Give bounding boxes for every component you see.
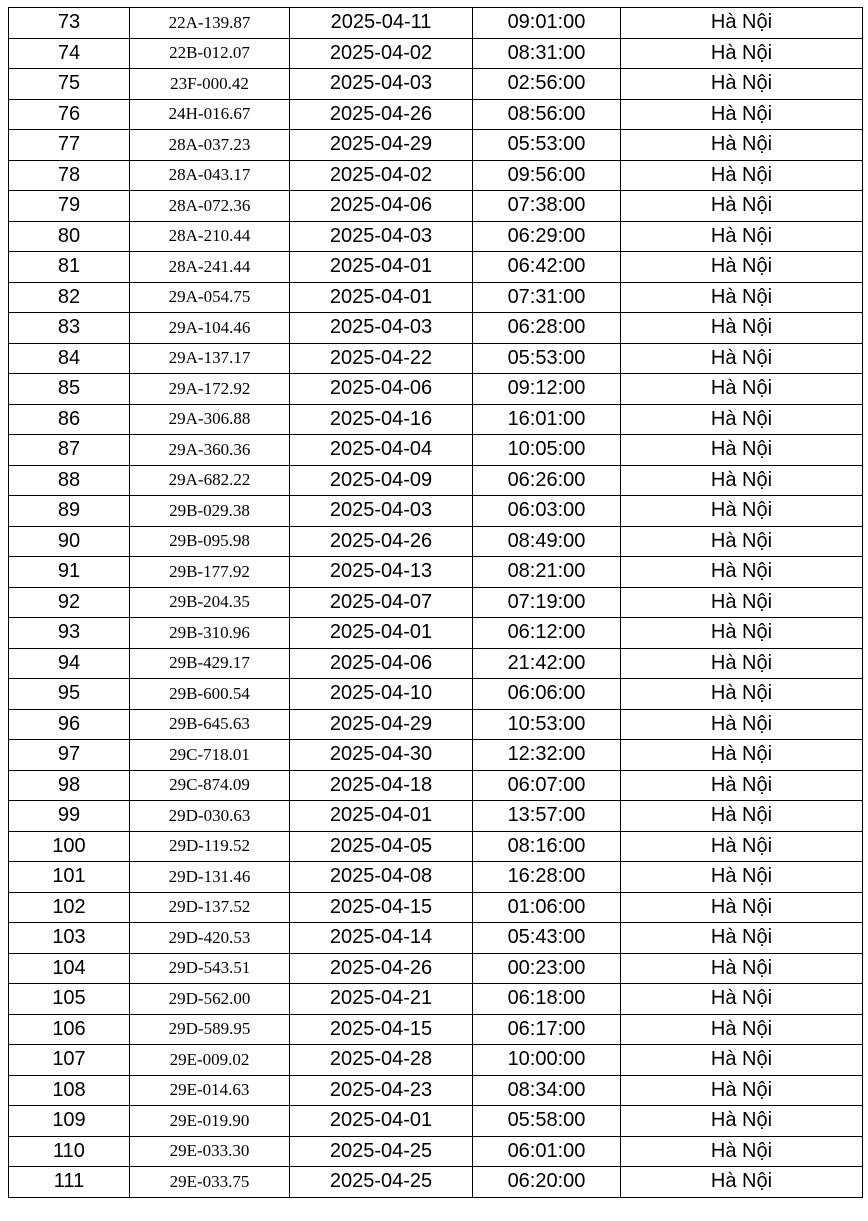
violation-time: 06:29:00 <box>473 221 621 252</box>
row-number: 73 <box>9 8 130 39</box>
license-plate: 29B-029.38 <box>130 496 290 527</box>
row-number: 95 <box>9 679 130 710</box>
location: Hà Nội <box>621 587 863 618</box>
location: Hà Nội <box>621 618 863 649</box>
table-row <box>9 587 863 618</box>
row-number: 100 <box>9 831 130 862</box>
violation-date: 2025-04-01 <box>290 801 473 832</box>
violation-date: 2025-04-22 <box>290 343 473 374</box>
row-number: 103 <box>9 923 130 954</box>
violation-time: 09:56:00 <box>473 160 621 191</box>
violation-time: 06:28:00 <box>473 313 621 344</box>
row-number: 74 <box>9 38 130 69</box>
row-number: 83 <box>9 313 130 344</box>
license-plate: 29E-033.30 <box>130 1136 290 1167</box>
table-row <box>9 953 863 984</box>
license-plate: 29B-177.92 <box>130 557 290 588</box>
license-plate: 29D-420.53 <box>130 923 290 954</box>
violation-date: 2025-04-09 <box>290 465 473 496</box>
row-number: 92 <box>9 587 130 618</box>
row-number: 104 <box>9 953 130 984</box>
license-plate: 29A-306.88 <box>130 404 290 435</box>
license-plate: 29B-095.98 <box>130 526 290 557</box>
license-plate: 29E-033.75 <box>130 1167 290 1198</box>
location: Hà Nội <box>621 801 863 832</box>
violation-date: 2025-04-15 <box>290 892 473 923</box>
violation-time: 06:12:00 <box>473 618 621 649</box>
row-number: 96 <box>9 709 130 740</box>
license-plate: 29E-014.63 <box>130 1075 290 1106</box>
location: Hà Nội <box>621 648 863 679</box>
table-row <box>9 770 863 801</box>
license-plate: 29A-104.46 <box>130 313 290 344</box>
violation-time: 06:06:00 <box>473 679 621 710</box>
row-number: 105 <box>9 984 130 1015</box>
violations-table <box>8 7 863 1198</box>
violation-date: 2025-04-04 <box>290 435 473 466</box>
violation-date: 2025-04-01 <box>290 282 473 313</box>
location: Hà Nội <box>621 465 863 496</box>
violation-date: 2025-04-18 <box>290 770 473 801</box>
license-plate: 22A-139.87 <box>130 8 290 39</box>
table-row <box>9 435 863 466</box>
location: Hà Nội <box>621 526 863 557</box>
table-body <box>9 8 863 1198</box>
location: Hà Nội <box>621 252 863 283</box>
row-number: 98 <box>9 770 130 801</box>
row-number: 102 <box>9 892 130 923</box>
row-number: 80 <box>9 221 130 252</box>
violation-date: 2025-04-03 <box>290 69 473 100</box>
location: Hà Nội <box>621 160 863 191</box>
location: Hà Nội <box>621 1106 863 1137</box>
violation-date: 2025-04-30 <box>290 740 473 771</box>
violation-date: 2025-04-13 <box>290 557 473 588</box>
violation-time: 08:56:00 <box>473 99 621 130</box>
table-row <box>9 862 863 893</box>
violation-date: 2025-04-01 <box>290 618 473 649</box>
violation-date: 2025-04-06 <box>290 648 473 679</box>
violation-time: 05:53:00 <box>473 343 621 374</box>
violation-date: 2025-04-02 <box>290 38 473 69</box>
license-plate: 28A-210.44 <box>130 221 290 252</box>
table-row <box>9 69 863 100</box>
location: Hà Nội <box>621 709 863 740</box>
row-number: 111 <box>9 1167 130 1198</box>
row-number: 109 <box>9 1106 130 1137</box>
violation-time: 07:19:00 <box>473 587 621 618</box>
table-row <box>9 984 863 1015</box>
location: Hà Nội <box>621 343 863 374</box>
table-row <box>9 618 863 649</box>
violation-date: 2025-04-01 <box>290 1106 473 1137</box>
violation-time: 12:32:00 <box>473 740 621 771</box>
violation-date: 2025-04-21 <box>290 984 473 1015</box>
table-row <box>9 648 863 679</box>
license-plate: 29B-310.96 <box>130 618 290 649</box>
violation-time: 05:43:00 <box>473 923 621 954</box>
row-number: 99 <box>9 801 130 832</box>
violation-date: 2025-04-26 <box>290 99 473 130</box>
location: Hà Nội <box>621 1045 863 1076</box>
license-plate: 29A-054.75 <box>130 282 290 313</box>
violation-time: 06:20:00 <box>473 1167 621 1198</box>
violation-date: 2025-04-15 <box>290 1014 473 1045</box>
table-row <box>9 1106 863 1137</box>
row-number: 78 <box>9 160 130 191</box>
violation-time: 06:18:00 <box>473 984 621 1015</box>
row-number: 90 <box>9 526 130 557</box>
violation-time: 06:01:00 <box>473 1136 621 1167</box>
location: Hà Nội <box>621 69 863 100</box>
violation-time: 10:05:00 <box>473 435 621 466</box>
violation-time: 08:34:00 <box>473 1075 621 1106</box>
row-number: 108 <box>9 1075 130 1106</box>
license-plate: 29D-137.52 <box>130 892 290 923</box>
violation-date: 2025-04-03 <box>290 496 473 527</box>
table-row <box>9 404 863 435</box>
violation-date: 2025-04-25 <box>290 1167 473 1198</box>
violation-date: 2025-04-03 <box>290 221 473 252</box>
license-plate: 29D-119.52 <box>130 831 290 862</box>
location: Hà Nội <box>621 862 863 893</box>
violation-time: 09:01:00 <box>473 8 621 39</box>
table-row <box>9 496 863 527</box>
row-number: 84 <box>9 343 130 374</box>
row-number: 87 <box>9 435 130 466</box>
table-row <box>9 1014 863 1045</box>
location: Hà Nội <box>621 130 863 161</box>
row-number: 75 <box>9 69 130 100</box>
table-row <box>9 130 863 161</box>
violation-date: 2025-04-29 <box>290 709 473 740</box>
table-row <box>9 709 863 740</box>
license-plate: 24H-016.67 <box>130 99 290 130</box>
violation-date: 2025-04-26 <box>290 526 473 557</box>
location: Hà Nội <box>621 404 863 435</box>
row-number: 79 <box>9 191 130 222</box>
violation-date: 2025-04-23 <box>290 1075 473 1106</box>
violation-date: 2025-04-14 <box>290 923 473 954</box>
table-row <box>9 526 863 557</box>
violation-date: 2025-04-11 <box>290 8 473 39</box>
location: Hà Nội <box>621 557 863 588</box>
license-plate: 29C-718.01 <box>130 740 290 771</box>
license-plate: 29A-172.92 <box>130 374 290 405</box>
license-plate: 29D-030.63 <box>130 801 290 832</box>
license-plate: 29A-137.17 <box>130 343 290 374</box>
row-number: 91 <box>9 557 130 588</box>
location: Hà Nội <box>621 191 863 222</box>
violation-time: 08:31:00 <box>473 38 621 69</box>
location: Hà Nội <box>621 374 863 405</box>
violation-date: 2025-04-05 <box>290 831 473 862</box>
location: Hà Nội <box>621 8 863 39</box>
table-row <box>9 1167 863 1198</box>
table-row <box>9 923 863 954</box>
violation-time: 16:01:00 <box>473 404 621 435</box>
row-number: 85 <box>9 374 130 405</box>
violation-time: 07:38:00 <box>473 191 621 222</box>
table-row <box>9 99 863 130</box>
table-row <box>9 892 863 923</box>
location: Hà Nội <box>621 1014 863 1045</box>
location: Hà Nội <box>621 282 863 313</box>
violation-time: 01:06:00 <box>473 892 621 923</box>
license-plate: 29D-131.46 <box>130 862 290 893</box>
table-row <box>9 8 863 39</box>
violation-time: 05:53:00 <box>473 130 621 161</box>
row-number: 76 <box>9 99 130 130</box>
table-row <box>9 679 863 710</box>
location: Hà Nội <box>621 892 863 923</box>
license-plate: 28A-072.36 <box>130 191 290 222</box>
license-plate: 22B-012.07 <box>130 38 290 69</box>
license-plate: 29A-682.22 <box>130 465 290 496</box>
violation-time: 06:17:00 <box>473 1014 621 1045</box>
table-row <box>9 557 863 588</box>
license-plate: 29B-429.17 <box>130 648 290 679</box>
table-row <box>9 801 863 832</box>
table-row <box>9 313 863 344</box>
location: Hà Nội <box>621 1167 863 1198</box>
violation-date: 2025-04-01 <box>290 252 473 283</box>
license-plate: 29E-009.02 <box>130 1045 290 1076</box>
location: Hà Nội <box>621 313 863 344</box>
license-plate: 29B-600.54 <box>130 679 290 710</box>
violation-time: 10:53:00 <box>473 709 621 740</box>
location: Hà Nội <box>621 1075 863 1106</box>
location: Hà Nội <box>621 953 863 984</box>
table-row <box>9 465 863 496</box>
row-number: 106 <box>9 1014 130 1045</box>
row-number: 97 <box>9 740 130 771</box>
location: Hà Nội <box>621 38 863 69</box>
violation-date: 2025-04-28 <box>290 1045 473 1076</box>
violation-time: 10:00:00 <box>473 1045 621 1076</box>
violation-time: 16:28:00 <box>473 862 621 893</box>
license-plate: 29A-360.36 <box>130 435 290 466</box>
violation-date: 2025-04-26 <box>290 953 473 984</box>
row-number: 86 <box>9 404 130 435</box>
table-row <box>9 160 863 191</box>
violation-time: 06:42:00 <box>473 252 621 283</box>
row-number: 77 <box>9 130 130 161</box>
violation-date: 2025-04-10 <box>290 679 473 710</box>
table-row <box>9 191 863 222</box>
violation-time: 05:58:00 <box>473 1106 621 1137</box>
location: Hà Nội <box>621 99 863 130</box>
license-plate: 28A-241.44 <box>130 252 290 283</box>
violation-date: 2025-04-03 <box>290 313 473 344</box>
license-plate: 29B-204.35 <box>130 587 290 618</box>
license-plate: 29D-589.95 <box>130 1014 290 1045</box>
table-row <box>9 38 863 69</box>
violation-date: 2025-04-07 <box>290 587 473 618</box>
location: Hà Nội <box>621 770 863 801</box>
location: Hà Nội <box>621 740 863 771</box>
row-number: 107 <box>9 1045 130 1076</box>
violation-date: 2025-04-25 <box>290 1136 473 1167</box>
violation-date: 2025-04-06 <box>290 374 473 405</box>
table-row <box>9 1045 863 1076</box>
violation-time: 08:16:00 <box>473 831 621 862</box>
table-row <box>9 1136 863 1167</box>
license-plate: 28A-037.23 <box>130 130 290 161</box>
license-plate: 29E-019.90 <box>130 1106 290 1137</box>
table-row <box>9 282 863 313</box>
location: Hà Nội <box>621 831 863 862</box>
location: Hà Nội <box>621 1136 863 1167</box>
license-plate: 29C-874.09 <box>130 770 290 801</box>
row-number: 93 <box>9 618 130 649</box>
table-row <box>9 374 863 405</box>
violation-time: 13:57:00 <box>473 801 621 832</box>
violation-time: 02:56:00 <box>473 69 621 100</box>
license-plate: 29D-562.00 <box>130 984 290 1015</box>
violation-time: 21:42:00 <box>473 648 621 679</box>
table-row <box>9 343 863 374</box>
table-row <box>9 221 863 252</box>
table-row <box>9 831 863 862</box>
table-row <box>9 1075 863 1106</box>
violation-time: 06:07:00 <box>473 770 621 801</box>
violation-time: 09:12:00 <box>473 374 621 405</box>
license-plate: 29D-543.51 <box>130 953 290 984</box>
location: Hà Nội <box>621 221 863 252</box>
row-number: 81 <box>9 252 130 283</box>
row-number: 110 <box>9 1136 130 1167</box>
license-plate: 29B-645.63 <box>130 709 290 740</box>
violation-date: 2025-04-08 <box>290 862 473 893</box>
violation-time: 06:26:00 <box>473 465 621 496</box>
violation-date: 2025-04-02 <box>290 160 473 191</box>
location: Hà Nội <box>621 435 863 466</box>
violation-date: 2025-04-16 <box>290 404 473 435</box>
license-plate: 23F-000.42 <box>130 69 290 100</box>
row-number: 88 <box>9 465 130 496</box>
violation-time: 08:49:00 <box>473 526 621 557</box>
violation-time: 00:23:00 <box>473 953 621 984</box>
location: Hà Nội <box>621 679 863 710</box>
location: Hà Nội <box>621 923 863 954</box>
violation-date: 2025-04-29 <box>290 130 473 161</box>
row-number: 94 <box>9 648 130 679</box>
location: Hà Nội <box>621 496 863 527</box>
location: Hà Nội <box>621 984 863 1015</box>
violation-date: 2025-04-06 <box>290 191 473 222</box>
row-number: 101 <box>9 862 130 893</box>
license-plate: 28A-043.17 <box>130 160 290 191</box>
violation-time: 08:21:00 <box>473 557 621 588</box>
table-row <box>9 740 863 771</box>
violation-time: 07:31:00 <box>473 282 621 313</box>
table-row <box>9 252 863 283</box>
row-number: 82 <box>9 282 130 313</box>
row-number: 89 <box>9 496 130 527</box>
violation-time: 06:03:00 <box>473 496 621 527</box>
